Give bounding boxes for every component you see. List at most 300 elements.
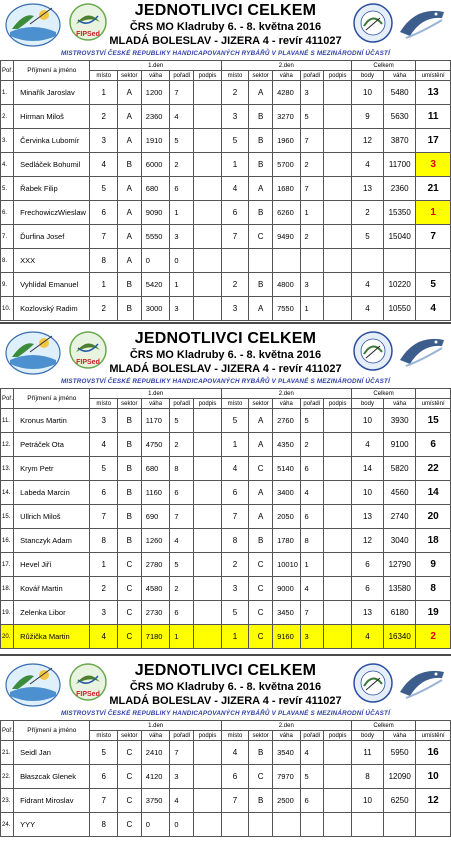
d1-misto-cell: 2 [90, 297, 117, 321]
d2-vaha-cell: 3270 [273, 105, 300, 129]
d1-sektor-cell: A [117, 177, 141, 201]
total-body-cell: 13 [351, 601, 383, 625]
svg-text:FIPSed: FIPSed [76, 359, 100, 366]
d2-poradi-cell: 5 [300, 105, 324, 129]
row-number: 10. [1, 297, 14, 321]
table-row [1, 201, 451, 225]
d2-misto-cell: 7 [221, 225, 248, 249]
d2-misto-cell: 1 [221, 625, 248, 649]
col-umisteni-subheader: umístění [416, 399, 451, 409]
competitor-name: Ullrich Miloš [14, 505, 90, 529]
d2-sektor-cell [249, 249, 273, 273]
d1-sektor-cell: B [117, 481, 141, 505]
d2-vaha-cell: 4800 [273, 273, 300, 297]
d1-sektor-cell: B [117, 505, 141, 529]
d2-poradi-cell: 1 [300, 297, 324, 321]
d2-poradi-cell: 3 [300, 273, 324, 297]
page-header [0, 660, 451, 720]
d1-vaha-cell: 4120 [141, 765, 170, 789]
d2-sektor-cell: A [249, 433, 273, 457]
d2-misto-cell: 1 [221, 153, 248, 177]
table-row [1, 249, 451, 273]
page-header [0, 328, 451, 388]
d2-sektor-cell: A [249, 177, 273, 201]
d1-misto-cell: 8 [90, 529, 117, 553]
total-vaha-cell: 2360 [384, 177, 416, 201]
total-body-cell: 4 [351, 273, 383, 297]
d1-sektor-cell: C [117, 813, 141, 837]
total-vaha-cell: 5630 [384, 105, 416, 129]
col-total-header: Celkem [351, 61, 415, 71]
d2-poradi-cell [300, 813, 324, 837]
d1-misto-cell: 8 [90, 813, 117, 837]
col-poradi_sub-subheader: pořadí [300, 399, 324, 409]
d2-poradi-cell: 2 [300, 153, 324, 177]
competitor-name: Kozlovský Radim [14, 297, 90, 321]
total-vaha-cell: 5480 [384, 81, 416, 105]
venue-subtitle: MLADÁ BOLESLAV - JIZERA 4 - revír 411027 [109, 363, 342, 375]
table-row [1, 813, 451, 837]
d2-sektor-cell: B [249, 741, 273, 765]
d1-podpis-cell [194, 741, 222, 765]
page-title: JEDNOTLIVCI CELKEM [134, 330, 317, 347]
d2-sektor-cell [249, 813, 273, 837]
col-misto-subheader: místo [90, 399, 117, 409]
d2-sektor-cell: C [249, 225, 273, 249]
d2-poradi-cell: 4 [300, 481, 324, 505]
row-number: 6. [1, 201, 14, 225]
col-podpis-subheader: podpis [324, 731, 352, 741]
d2-podpis-cell [324, 741, 352, 765]
d1-vaha-cell: 3000 [141, 297, 170, 321]
d1-poradi-cell: 8 [170, 457, 194, 481]
d2-podpis-cell [324, 765, 352, 789]
table-row [1, 105, 451, 129]
d1-poradi-cell: 1 [170, 625, 194, 649]
d1-misto-cell: 2 [90, 577, 117, 601]
table-row [1, 529, 451, 553]
d1-podpis-cell [194, 553, 222, 577]
d2-misto-cell: 2 [221, 81, 248, 105]
total-vaha-cell: 13580 [384, 577, 416, 601]
d2-poradi-cell: 6 [300, 505, 324, 529]
d2-misto-cell [221, 813, 248, 837]
d1-sektor-cell: C [117, 741, 141, 765]
d1-sektor-cell: B [117, 153, 141, 177]
row-number: 13. [1, 457, 14, 481]
d2-sektor-cell: B [249, 273, 273, 297]
championship-subtitle: MISTROVSTVÍ ČESKÉ REPUBLIKY HANDICAPOVANÝCH RYBÁŘŮ V PLAVANÉ S MEZINÁRODNÍ ÚČASTÍ [60, 378, 391, 385]
d2-misto-cell: 4 [221, 741, 248, 765]
total-body-cell: 4 [351, 433, 383, 457]
col-sektor-subheader: sektor [249, 399, 273, 409]
total-body-cell: 12 [351, 529, 383, 553]
d2-misto-cell: 6 [221, 201, 248, 225]
col-vaha-subheader: váha [141, 731, 170, 741]
table-row [1, 505, 451, 529]
venue-subtitle: MLADÁ BOLESLAV - JIZERA 4 - revír 411027 [109, 695, 342, 707]
competitor-name: Kronus Martin [14, 409, 90, 433]
col-day2-header: 2.den [221, 61, 351, 71]
col-misto-subheader: místo [221, 731, 248, 741]
total-vaha-cell [384, 249, 416, 273]
d2-poradi-cell [300, 249, 324, 273]
d2-vaha-cell: 3450 [273, 601, 300, 625]
d2-vaha-cell [273, 813, 300, 837]
total-vaha-cell: 6250 [384, 789, 416, 813]
d2-vaha-cell: 7970 [273, 765, 300, 789]
competitor-name: Řabek Filip [14, 177, 90, 201]
d1-misto-cell: 4 [90, 625, 117, 649]
d2-sektor-cell: B [249, 529, 273, 553]
total-vaha-cell: 2740 [384, 505, 416, 529]
col-body-subheader: body [351, 71, 383, 81]
d2-misto-cell: 4 [221, 177, 248, 201]
d1-vaha-cell: 1200 [141, 81, 170, 105]
d2-podpis-cell [324, 481, 352, 505]
competitor-name: Vyhlídal Emanuel [14, 273, 90, 297]
umisteni-cell: 14 [416, 481, 451, 505]
d2-podpis-cell [324, 249, 352, 273]
total-vaha-cell: 12790 [384, 553, 416, 577]
d2-sektor-cell: C [249, 457, 273, 481]
total-vaha-cell: 3930 [384, 409, 416, 433]
d2-sektor-cell: B [249, 153, 273, 177]
d1-sektor-cell: A [117, 225, 141, 249]
d2-podpis-cell [324, 273, 352, 297]
d1-vaha-cell: 4750 [141, 433, 170, 457]
col-umisteni-top [416, 61, 451, 71]
d1-podpis-cell [194, 765, 222, 789]
col-podpis-subheader: podpis [324, 399, 352, 409]
d1-vaha-cell: 5550 [141, 225, 170, 249]
total-body-cell: 9 [351, 105, 383, 129]
total-body-cell: 12 [351, 129, 383, 153]
d1-podpis-cell [194, 481, 222, 505]
d2-podpis-cell [324, 433, 352, 457]
col-misto-subheader: místo [90, 731, 117, 741]
d2-misto-cell: 1 [221, 433, 248, 457]
umisteni-cell: 16 [416, 741, 451, 765]
d1-poradi-cell: 3 [170, 765, 194, 789]
d1-vaha-cell: 1260 [141, 529, 170, 553]
d1-poradi-cell: 6 [170, 601, 194, 625]
col-vaha-subheader: váha [384, 731, 416, 741]
d1-poradi-cell: 3 [170, 297, 194, 321]
d1-sektor-cell: C [117, 789, 141, 813]
d2-poradi-cell: 1 [300, 201, 324, 225]
row-number: 15. [1, 505, 14, 529]
d2-misto-cell: 4 [221, 457, 248, 481]
table-row [1, 433, 451, 457]
d1-sektor-cell: A [117, 129, 141, 153]
d2-poradi-cell: 7 [300, 601, 324, 625]
d2-vaha-cell: 10010 [273, 553, 300, 577]
total-vaha-cell: 5950 [384, 741, 416, 765]
total-vaha-cell: 10550 [384, 297, 416, 321]
d2-poradi-cell: 6 [300, 457, 324, 481]
table-row [1, 789, 451, 813]
umisteni-cell: 11 [416, 105, 451, 129]
umisteni-cell: 10 [416, 765, 451, 789]
d1-podpis-cell [194, 129, 222, 153]
table-row [1, 741, 451, 765]
d1-poradi-cell: 5 [170, 129, 194, 153]
d1-vaha-cell: 2780 [141, 553, 170, 577]
d2-sektor-cell: B [249, 129, 273, 153]
d1-vaha-cell: 680 [141, 177, 170, 201]
col-day1-header: 1.den [90, 61, 221, 71]
d1-podpis-cell [194, 81, 222, 105]
d1-poradi-cell: 5 [170, 553, 194, 577]
d1-misto-cell: 1 [90, 553, 117, 577]
d2-sektor-cell: C [249, 577, 273, 601]
d2-sektor-cell: B [249, 789, 273, 813]
d1-vaha-cell: 3750 [141, 789, 170, 813]
col-umisteni-subheader: umístění [416, 731, 451, 741]
row-number: 18. [1, 577, 14, 601]
d2-vaha-cell: 9000 [273, 577, 300, 601]
umisteni-cell: 13 [416, 81, 451, 105]
section-separator [0, 654, 451, 656]
d2-sektor-cell: A [249, 505, 273, 529]
d2-podpis-cell [324, 601, 352, 625]
umisteni-cell: 21 [416, 177, 451, 201]
d2-vaha-cell: 3400 [273, 481, 300, 505]
d1-vaha-cell: 1160 [141, 481, 170, 505]
d1-poradi-cell: 2 [170, 577, 194, 601]
d1-misto-cell: 3 [90, 409, 117, 433]
d1-sektor-cell: C [117, 601, 141, 625]
d2-podpis-cell [324, 297, 352, 321]
total-body-cell: 10 [351, 481, 383, 505]
col-podpis-subheader: podpis [324, 71, 352, 81]
col-misto-subheader: místo [90, 71, 117, 81]
competitor-name: XXX [14, 249, 90, 273]
d2-podpis-cell [324, 457, 352, 481]
d1-podpis-cell [194, 153, 222, 177]
d2-misto-cell [221, 249, 248, 273]
col-poradi-header: Poř. [1, 721, 14, 741]
row-number: 17. [1, 553, 14, 577]
d1-poradi-cell: 0 [170, 813, 194, 837]
d2-poradi-cell: 1 [300, 553, 324, 577]
d2-vaha-cell: 5140 [273, 457, 300, 481]
total-vaha-cell: 3040 [384, 529, 416, 553]
col-sektor-subheader: sektor [117, 399, 141, 409]
table-row [1, 273, 451, 297]
d1-misto-cell: 1 [90, 273, 117, 297]
d2-poradi-cell: 2 [300, 433, 324, 457]
d1-sektor-cell: C [117, 553, 141, 577]
d2-podpis-cell [324, 813, 352, 837]
d2-misto-cell: 6 [221, 481, 248, 505]
total-vaha-cell: 11700 [384, 153, 416, 177]
results-table [0, 720, 451, 837]
table-header-row [1, 389, 451, 399]
d1-poradi-cell: 4 [170, 105, 194, 129]
d2-vaha-cell: 4350 [273, 433, 300, 457]
table-row [1, 457, 451, 481]
row-number: 2. [1, 105, 14, 129]
d1-poradi-cell: 6 [170, 481, 194, 505]
d1-poradi-cell: 4 [170, 529, 194, 553]
d1-sektor-cell: A [117, 249, 141, 273]
d1-misto-cell: 4 [90, 433, 117, 457]
d1-misto-cell: 5 [90, 457, 117, 481]
d1-poradi-cell: 1 [170, 201, 194, 225]
competitor-name: Fidrant Miroslav [14, 789, 90, 813]
table-row [1, 225, 451, 249]
col-podpis-subheader: podpis [194, 399, 222, 409]
d1-podpis-cell [194, 813, 222, 837]
d2-poradi-cell: 8 [300, 529, 324, 553]
d2-vaha-cell: 1780 [273, 529, 300, 553]
d2-sektor-cell: A [249, 81, 273, 105]
competitor-name: Růžička Martin [14, 625, 90, 649]
col-umisteni-subheader: umístění [416, 71, 451, 81]
col-total-header: Celkem [351, 389, 415, 399]
total-vaha-cell: 16340 [384, 625, 416, 649]
d1-misto-cell: 5 [90, 177, 117, 201]
col-umisteni-top [416, 721, 451, 731]
d1-sektor-cell: A [117, 81, 141, 105]
col-podpis-subheader: podpis [194, 731, 222, 741]
d2-misto-cell: 3 [221, 297, 248, 321]
total-body-cell: 11 [351, 741, 383, 765]
umisteni-cell [416, 249, 451, 273]
competitor-name: Ďurfina Josef [14, 225, 90, 249]
d2-misto-cell: 2 [221, 553, 248, 577]
d1-poradi-cell: 4 [170, 789, 194, 813]
row-number: 14. [1, 481, 14, 505]
d1-vaha-cell: 2410 [141, 741, 170, 765]
d2-sektor-cell: A [249, 409, 273, 433]
competitor-name: YYY [14, 813, 90, 837]
d1-misto-cell: 1 [90, 81, 117, 105]
col-name-header: Příjmení a jméno [14, 721, 90, 741]
d2-podpis-cell [324, 153, 352, 177]
competitor-name: Petráček Ota [14, 433, 90, 457]
total-body-cell: 4 [351, 153, 383, 177]
d2-vaha-cell: 6260 [273, 201, 300, 225]
total-vaha-cell: 6180 [384, 601, 416, 625]
table-row [1, 153, 451, 177]
col-body-subheader: body [351, 399, 383, 409]
table-row [1, 177, 451, 201]
d2-podpis-cell [324, 201, 352, 225]
umisteni-cell: 6 [416, 433, 451, 457]
d1-sektor-cell: B [117, 457, 141, 481]
d1-misto-cell: 5 [90, 741, 117, 765]
col-name-header: Příjmení a jméno [14, 61, 90, 81]
total-body-cell: 10 [351, 409, 383, 433]
venue-subtitle: MLADÁ BOLESLAV - JIZERA 4 - revír 411027 [109, 35, 342, 47]
d2-poradi-cell: 7 [300, 129, 324, 153]
d1-podpis-cell [194, 105, 222, 129]
d1-misto-cell: 2 [90, 105, 117, 129]
d2-podpis-cell [324, 177, 352, 201]
total-body-cell: 10 [351, 789, 383, 813]
d2-vaha-cell [273, 249, 300, 273]
total-vaha-cell: 10220 [384, 273, 416, 297]
d1-vaha-cell: 680 [141, 457, 170, 481]
umisteni-cell: 9 [416, 553, 451, 577]
results-section-3 [0, 660, 451, 848]
total-vaha-cell: 12090 [384, 765, 416, 789]
d1-misto-cell: 4 [90, 153, 117, 177]
col-podpis-subheader: podpis [194, 71, 222, 81]
total-vaha-cell: 4560 [384, 481, 416, 505]
d1-vaha-cell: 690 [141, 505, 170, 529]
d2-misto-cell: 5 [221, 601, 248, 625]
d2-podpis-cell [324, 789, 352, 813]
col-total-header: Celkem [351, 721, 415, 731]
d2-podpis-cell [324, 625, 352, 649]
table-row [1, 601, 451, 625]
d1-podpis-cell [194, 577, 222, 601]
total-body-cell: 4 [351, 625, 383, 649]
total-vaha-cell: 5820 [384, 457, 416, 481]
d2-misto-cell: 5 [221, 129, 248, 153]
d1-podpis-cell [194, 201, 222, 225]
col-vaha-subheader: váha [141, 71, 170, 81]
d2-vaha-cell: 4280 [273, 81, 300, 105]
umisteni-cell: 2 [416, 625, 451, 649]
d1-misto-cell: 7 [90, 505, 117, 529]
d2-misto-cell: 3 [221, 105, 248, 129]
total-body-cell: 2 [351, 201, 383, 225]
total-body-cell: 8 [351, 765, 383, 789]
competitor-name: Hevel Jiří [14, 553, 90, 577]
page-title: JEDNOTLIVCI CELKEM [134, 2, 317, 19]
d1-poradi-cell: 7 [170, 505, 194, 529]
d1-sektor-cell: C [117, 625, 141, 649]
row-number: 23. [1, 789, 14, 813]
d1-vaha-cell: 2730 [141, 601, 170, 625]
d1-misto-cell: 8 [90, 249, 117, 273]
row-number: 16. [1, 529, 14, 553]
d1-poradi-cell: 7 [170, 741, 194, 765]
page-header [0, 0, 451, 60]
d1-podpis-cell [194, 625, 222, 649]
umisteni-cell [416, 813, 451, 837]
d2-vaha-cell: 2760 [273, 409, 300, 433]
d1-podpis-cell [194, 601, 222, 625]
umisteni-cell: 7 [416, 225, 451, 249]
d1-podpis-cell [194, 297, 222, 321]
d1-sektor-cell: B [117, 409, 141, 433]
d2-poradi-cell: 3 [300, 81, 324, 105]
row-number: 1. [1, 81, 14, 105]
d1-podpis-cell [194, 505, 222, 529]
row-number: 4. [1, 153, 14, 177]
d1-podpis-cell [194, 789, 222, 813]
row-number: 9. [1, 273, 14, 297]
col-poradi-header: Poř. [1, 61, 14, 81]
col-misto-subheader: místo [221, 399, 248, 409]
d1-misto-cell: 6 [90, 765, 117, 789]
d2-podpis-cell [324, 577, 352, 601]
d1-vaha-cell: 2360 [141, 105, 170, 129]
table-row [1, 577, 451, 601]
row-number: 7. [1, 225, 14, 249]
competitor-name: Błaszcak Glenek [14, 765, 90, 789]
competitor-name: Labeda Marcin [14, 481, 90, 505]
row-number: 21. [1, 741, 14, 765]
col-poradi_sub-subheader: pořadí [300, 71, 324, 81]
results-table [0, 60, 451, 321]
